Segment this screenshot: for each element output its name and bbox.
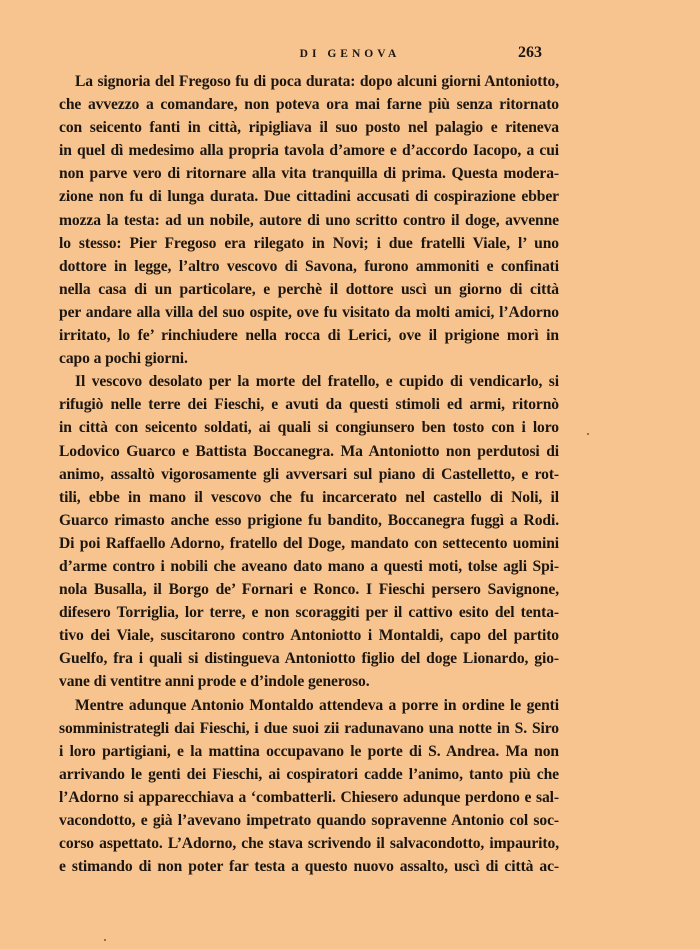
text-line: non parve vero di ritornare alla vita tranquilla di prima. Questa modera- (59, 165, 559, 183)
text-line: somministrategli dai Fieschi, i due suoi zii radunavano una notte in S. Siro (59, 719, 559, 737)
text-line: Il vescovo desolato per la morte del fratello, e cupido di vendicarlo, si (75, 373, 559, 391)
paragraph-1 (59, 70, 559, 370)
running-header (0, 44, 700, 64)
text-line: vacondotto, e già l’avevano impetrato quando sopravenne Antonio col soc- (59, 812, 559, 829)
text-line: Guarco rimasto anche esso prigione fu bandito, Boccanegra fuggì a Rodi. (59, 511, 559, 529)
text-line: vane di ventitre anni prode e d’indole generoso. (59, 673, 370, 691)
text-line: arrivando le genti dei Fieschi, ai cospiratori cadde l’animo, tanto più che (59, 765, 559, 783)
text-line: l’Adorno si apparecchiava a ‘combatterli. Chiesero adunque perdono e sal- (59, 788, 559, 806)
text-line: tili, ebbe in mano il vescovo che fu incarcerato nel castello di Noli, il (59, 488, 559, 506)
text-line: nola Busalla, il Borgo de’ Fornari e Ronco. I Fieschi persero Savignone, (59, 581, 559, 599)
body-text (59, 70, 559, 878)
page-number: 263 (518, 44, 542, 61)
text-line: zione non fu di lunga durata. Due cittadini accusati di cospirazione ebber (59, 188, 559, 206)
text-line: Mentre adunque Antonio Montaldo attendeva a porre in ordine le genti (75, 696, 559, 714)
text-line: i loro partigiani, e la mattina occupavano le porte di S. Andrea. Ma non (59, 742, 559, 760)
text-line: con seicento fanti in città, ripigliava il suo posto nel palagio e riteneva (59, 119, 559, 137)
text-line: in città con seicento soldati, ai quali si congiunsero ben tosto con i loro (59, 419, 559, 437)
text-line: che avvezzo a comandare, non poteva ora mai farne più senza ritornato (59, 96, 559, 114)
text-line: e stimando di non poter far testa a questo nuovo assalto, uscì di città ac- (59, 858, 559, 876)
paragraph-3 (59, 694, 559, 879)
text-line: Di poi Raffaello Adorno, fratello del Doge, mandato con settecento uomini (59, 534, 559, 552)
text-line: dottore in legge, l’altro vescovo di Savona, furono ammoniti e confinati (59, 257, 559, 275)
paragraph-2 (59, 370, 559, 693)
text-line: in quel dì medesimo alla propria tavola d’amore e d’accordo Iacopo, a cui (59, 142, 559, 160)
text-line: Lodovico Guarco e Battista Boccanegra. Ma Antoniotto non perdutosi di (59, 442, 559, 460)
text-line: La signoria del Fregoso fu di poca durata: dopo alcuni giorni Antoniotto, (75, 73, 559, 90)
text-line: corso aspettato. L’Adorno, che stava scrivendo il salvacondotto, impaurito, (59, 835, 559, 853)
text-line: per andare alla villa del suo ospite, ove fu visitato da molti amici, l’Adorno (59, 303, 559, 321)
text-line: difesero Torriglia, lor terre, e non scoraggiti per il cattivo esito del tenta- (59, 604, 559, 622)
text-line: animo, assaltò vigorosamente gli avversari sul piano di Castelletto, e rot- (59, 465, 559, 483)
text-line: capo a pochi giorni. (59, 350, 188, 368)
text-line: irritato, lo fe’ rinchiudere nella rocca di Lerici, ove il prigione morì in (59, 327, 559, 345)
text-line: d’arme contro i nobili che aveano dato mano a questi moti, tolse agli Spi- (59, 557, 559, 575)
text-line: nella casa di un particolare, e perchè il dottore uscì un giorno di città (59, 280, 559, 298)
text-line: rifugiò nelle terre dei Fieschi, e avuti da questi stimoli ed armi, ritornò (59, 396, 559, 414)
paper-speck (104, 939, 106, 941)
text-line: mozza la testa: ad un nobile, autore di uno scritto contro il doge, avvenne (59, 211, 559, 229)
text-line: Guelfo, fra i quali si distingueva Antoniotto figlio del doge Lionardo, gio- (59, 650, 559, 668)
text-line: tivo dei Viale, suscitarono contro Antoniotto i Montaldi, capo del partito (59, 627, 559, 645)
text-line: lo stesso: Pier Fregoso era rilegato in Novi; i due fratelli Viale, l’ uno (59, 234, 559, 252)
running-title: DI GENOVA (299, 48, 401, 60)
paper-speck (587, 433, 589, 435)
